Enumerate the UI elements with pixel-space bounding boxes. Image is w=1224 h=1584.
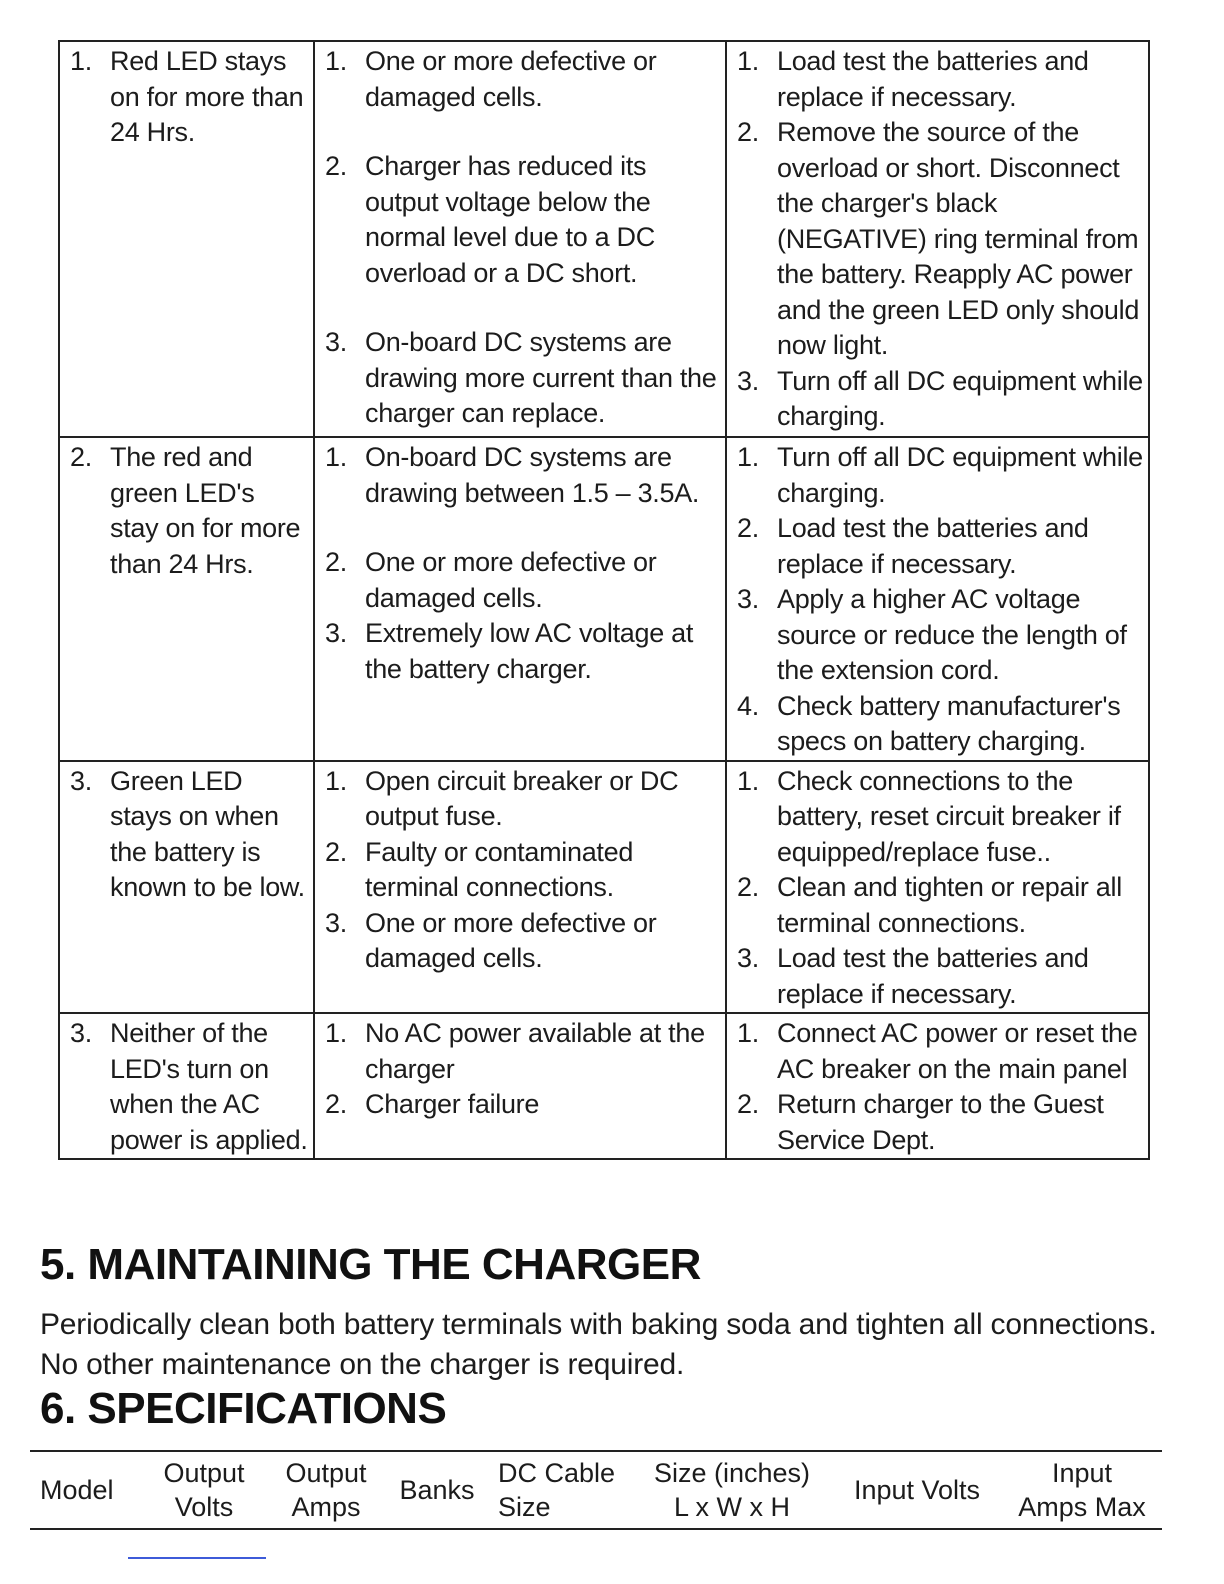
spec-header-banks: Banks	[399, 1475, 475, 1505]
solution-item: 1. Check connections to the battery, reset circuit breaker if equipped/replace fuse..	[737, 765, 1121, 867]
spec-header-row	[30, 1451, 1162, 1529]
troubleshooting-row	[59, 437, 1149, 761]
cause-item: 1. One or more defective or damaged cells.	[325, 46, 657, 112]
solution-cell	[726, 1013, 1149, 1159]
symptom-cell	[59, 41, 314, 437]
cause-item: 2. Charger failure	[325, 1089, 540, 1119]
specifications-table	[30, 1450, 1162, 1530]
solution-item: 4. Check battery manufacturer's specs on battery charging.	[737, 690, 1121, 756]
symptom-item: 1. Red LED stays on for more than 24 Hrs.	[70, 46, 304, 147]
spec-header-input-volts: Input Volts	[853, 1475, 981, 1505]
symptom-item: 3. Neither of the LED's turn on when the AC power is applied.	[70, 1018, 308, 1155]
maintaining-paragraph: Periodically clean both battery terminals with baking soda and tighten all connections. No other maintenance on the charger is required.	[40, 1308, 1157, 1381]
cause-item: 2. One or more defective or damaged cells.	[325, 547, 657, 613]
solution-item: 1. Connect AC power or reset the AC breaker on the main panel	[737, 1018, 1138, 1084]
solution-item: 1. Turn off all DC equipment while charging.	[737, 442, 1143, 508]
spec-header-input-amps-max: Input Amps Max	[1018, 1458, 1146, 1522]
solution-item: 3. Turn off all DC equipment while charging.	[737, 365, 1143, 431]
cause-cell	[314, 1013, 726, 1159]
cause-item: 1. Open circuit breaker or DC output fuse.	[325, 765, 679, 831]
spec-header-size-inches: Size (inches) L x W x H	[653, 1458, 811, 1522]
solution-item: 2. Load test the batteries and replace if necessary.	[737, 513, 1089, 579]
troubleshooting-row	[59, 41, 1149, 437]
symptom-cell	[59, 1013, 314, 1159]
symptom-cell	[59, 437, 314, 761]
cause-cell	[314, 761, 726, 1014]
maintaining-section-title: 5. MAINTAINING THE CHARGER	[40, 1240, 701, 1289]
solution-item: 2. Clean and tighten or repair all terminal connections.	[737, 872, 1122, 938]
spec-header-model: Model	[40, 1475, 114, 1505]
solution-item: 2. Return charger to the Guest Service Dept.	[737, 1089, 1104, 1155]
cause-item: 2. Charger has reduced its output voltage below the normal level due to a DC overload or a DC short.	[325, 151, 655, 288]
troubleshooting-row	[59, 1013, 1149, 1159]
spec-header-output-amps: Output Amps	[285, 1458, 367, 1522]
solution-cell	[726, 761, 1149, 1014]
symptom-cell	[59, 761, 314, 1014]
spec-header-dc-cable-size: DC Cable Size	[498, 1458, 616, 1522]
symptom-item: 3. Green LED stays on when the battery is known to be low.	[70, 765, 305, 902]
cause-item: 3. Extremely low AC voltage at the battery charger.	[325, 618, 694, 684]
solution-item: 3. Load test the batteries and replace if necessary.	[737, 943, 1089, 1009]
specifications-section-title: 6. SPECIFICATIONS	[40, 1384, 447, 1433]
solution-item: 1. Load test the batteries and replace if necessary.	[737, 46, 1089, 112]
solution-cell	[726, 41, 1149, 437]
cause-item: 2. Faulty or contaminated terminal connections.	[325, 836, 634, 902]
cause-item: 1. On-board DC systems are drawing between 1.5 – 3.5A.	[325, 442, 700, 508]
solution-cell	[726, 437, 1149, 761]
spec-header-output-volts: Output Volts	[163, 1458, 245, 1522]
cause-item: 1. No AC power available at the charger	[325, 1018, 705, 1084]
blue-underline-divider	[128, 1557, 266, 1559]
troubleshooting-table	[58, 40, 1150, 1160]
solution-item: 2. Remove the source of the overload or short. Disconnect the charger's black (NEGATIVE) ring terminal from the battery. Reapply AC power and the green LED only should now light.	[737, 117, 1140, 360]
troubleshooting-row	[59, 761, 1149, 1014]
solution-item: 3. Apply a higher AC voltage source or reduce the length of the extension cord.	[737, 584, 1127, 685]
cause-cell	[314, 437, 726, 761]
cause-item: 3. One or more defective or damaged cells.	[325, 907, 657, 973]
symptom-item: 2. The red and green LED's stay on for more than 24 Hrs.	[70, 442, 301, 579]
cause-cell	[314, 41, 726, 437]
cause-item: 3. On-board DC systems are drawing more current than the charger can replace.	[325, 327, 717, 428]
